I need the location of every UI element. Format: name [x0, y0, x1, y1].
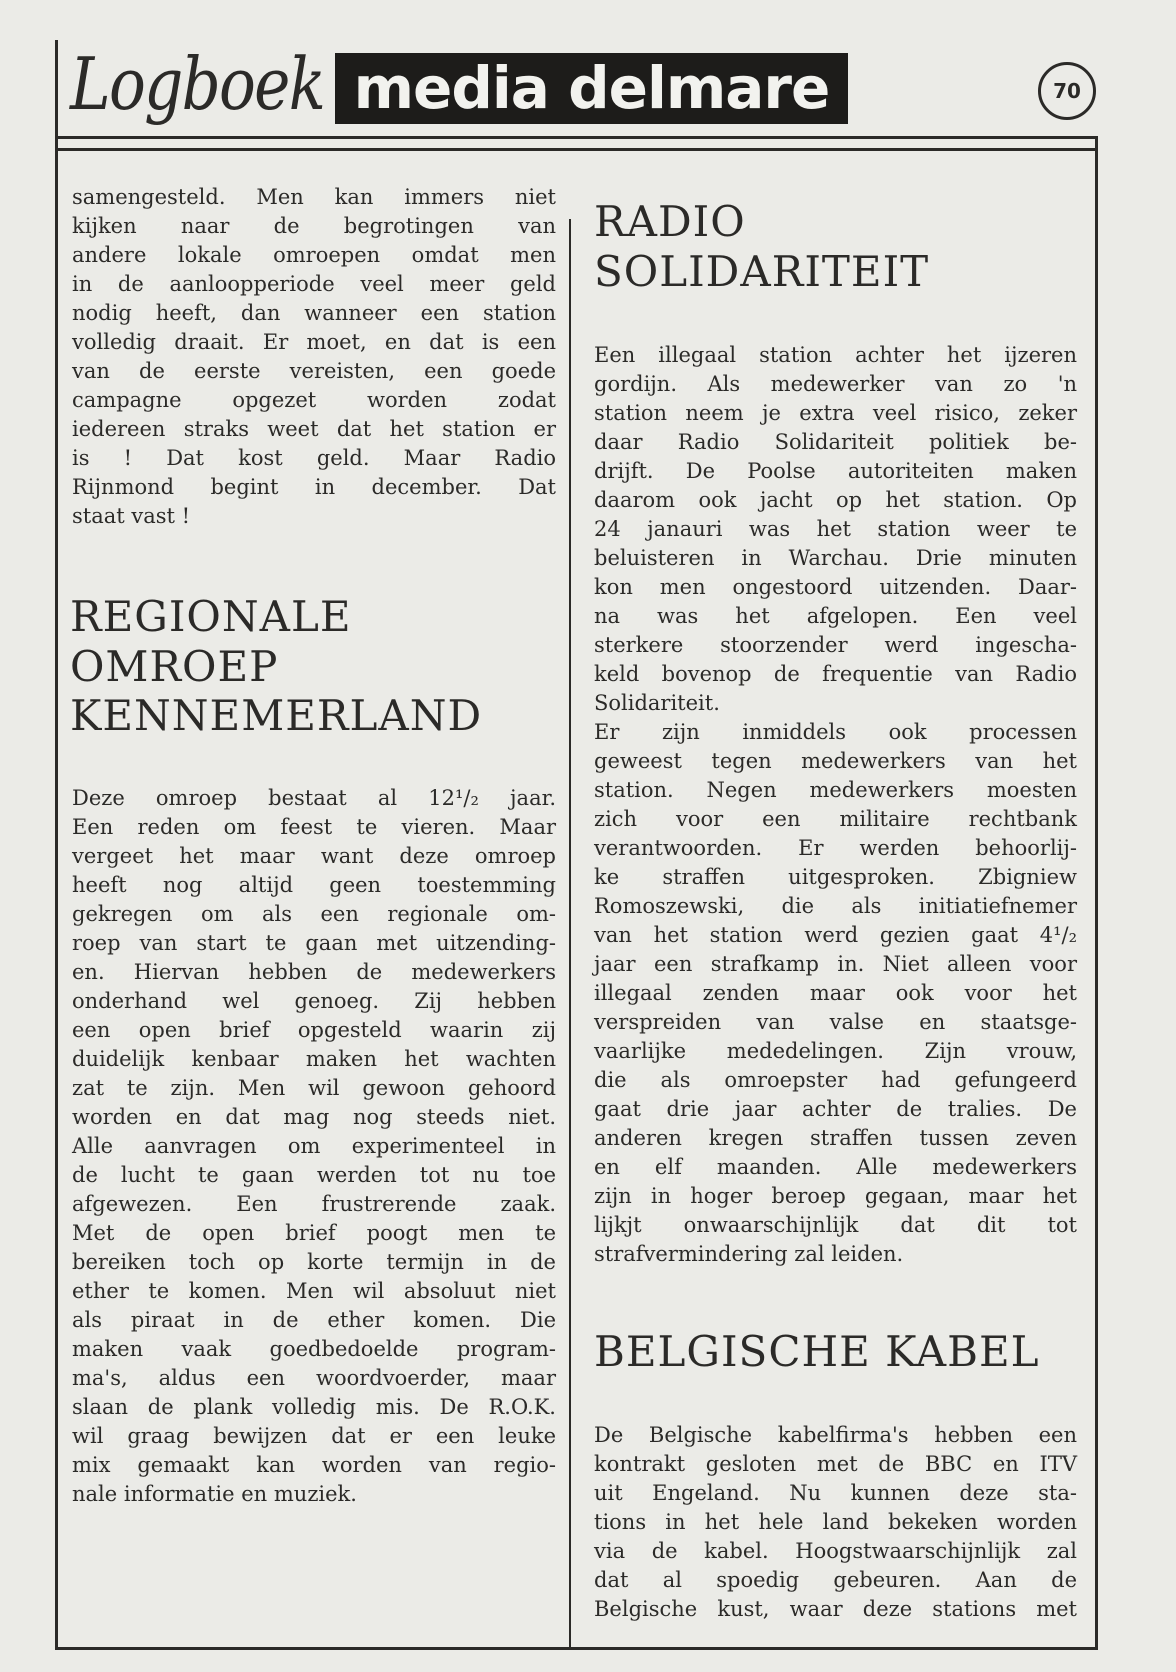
- text-line: Met de open brief poogt men te: [72, 1221, 556, 1245]
- text-line: uit Engeland. Nu kunnen deze sta-: [594, 1481, 1077, 1505]
- header-rule-bottom: [55, 148, 1098, 151]
- page-border-right: [1095, 136, 1098, 1650]
- text-line: Een reden om feest te vieren. Maar: [72, 815, 556, 839]
- text-line: daar Radio Solidariteit politiek be-: [594, 430, 1077, 454]
- text-line: via de kabel. Hoogstwaarschijnlijk zal: [594, 1539, 1077, 1563]
- text-line: verantwoorden. Er werden behoorlij-: [594, 836, 1077, 860]
- column-divider: [569, 219, 571, 1649]
- text-line: roep van start te gaan met uitzending-: [72, 931, 556, 955]
- text-line: beluisteren in Warchau. Drie minuten: [594, 546, 1077, 570]
- logo-media-delmare: media delmare: [335, 53, 848, 124]
- text-line: campagne opgezet worden zodat: [72, 388, 556, 412]
- text-line: lijkjt onwaarschijnlijk dat dit tot: [594, 1213, 1077, 1237]
- text-line: samengesteld. Men kan immers niet: [72, 185, 556, 209]
- text-line: afgewezen. Een frustrerende zaak.: [72, 1192, 556, 1216]
- text-line: geweest tegen medewerkers van het: [594, 749, 1077, 773]
- text-line: maken vaak goedbedoelde program-: [72, 1337, 556, 1361]
- text-line: De Belgische kabelfirma's hebben een: [594, 1423, 1077, 1447]
- article-solidariteit-body: [594, 341, 1077, 1269]
- heading-radio-solidariteit: [594, 197, 929, 296]
- article-rok-body: [72, 784, 556, 1509]
- text-line: iedereen straks weet dat het station er: [72, 417, 556, 441]
- text-line: Alle aanvragen om experimenteel in: [72, 1134, 556, 1158]
- text-line: Romoszewski, die als initiatiefnemer: [594, 894, 1077, 918]
- text-line: Rijnmond begint in december. Dat: [72, 475, 556, 499]
- heading-line: SOLIDARITEIT: [594, 246, 930, 296]
- text-line: dat al spoedig gebeuren. Aan de: [594, 1568, 1077, 1592]
- article-kabel-body: [594, 1421, 1077, 1624]
- text-line: strafvermindering zal leiden.: [594, 1242, 904, 1266]
- text-line: station neem je extra veel risico, zeker: [594, 401, 1077, 425]
- heading-line: REGIONALE: [70, 592, 352, 641]
- text-line: Belgische kust, waar deze stations met: [594, 1597, 1077, 1621]
- text-line: die als omroepster had gefungeerd: [594, 1068, 1077, 1092]
- heading-line: RADIO: [594, 197, 746, 246]
- text-line: en. Hiervan hebben de medewerkers: [72, 960, 556, 984]
- heading-regionale-omroep: [70, 592, 482, 741]
- text-line: kon men ongestoord uitzenden. Daar-: [594, 575, 1077, 599]
- heading-line: BELGISCHE KABEL: [594, 1327, 1040, 1376]
- text-line: ke straffen uitgesproken. Zbigniew: [594, 865, 1077, 889]
- text-line: nale informatie en muziek.: [72, 1482, 357, 1506]
- text-line: anderen kregen straffen tussen zeven: [594, 1126, 1077, 1150]
- text-line: sterkere stoorzender werd ingescha-: [594, 633, 1077, 657]
- header-rule-top: [55, 136, 1098, 139]
- text-line: jaar een strafkamp in. Niet alleen voor: [594, 952, 1077, 976]
- text-line: duidelijk kenbaar maken het wachten: [72, 1047, 556, 1071]
- text-line: worden en dat mag nog steeds niet.: [72, 1105, 556, 1129]
- text-line: slaan de plank volledig mis. De R.O.K.: [72, 1395, 556, 1419]
- heading-line: OMROEP: [70, 641, 279, 691]
- text-line: een open brief opgesteld waarin zij: [72, 1018, 556, 1042]
- heading-line: KENNEMERLAND: [70, 691, 483, 741]
- text-line: Een illegaal station achter het ijzeren: [594, 343, 1077, 367]
- text-line: drijft. De Poolse autoriteiten maken: [594, 459, 1077, 483]
- text-line: gaat drie jaar achter de tralies. De: [594, 1097, 1077, 1121]
- page-border-bottom: [55, 1647, 1098, 1650]
- text-line: na was het afgelopen. Een veel: [594, 604, 1077, 628]
- text-line: keld bovenop de frequentie van Radio: [594, 662, 1077, 686]
- text-line: zijn in hoger beroep gegaan, maar het: [594, 1184, 1077, 1208]
- text-line: station. Negen medewerkers moesten: [594, 778, 1077, 802]
- text-line: ma's, aldus een woordvoerder, maar: [72, 1366, 556, 1390]
- text-line: bereiken toch op korte termijn in de: [72, 1250, 556, 1274]
- text-line: daarom ook jacht op het station. Op: [594, 488, 1077, 512]
- text-line: onderhand wel genoeg. Zij hebben: [72, 989, 556, 1013]
- text-line: verspreiden van valse en staatsge-: [594, 1010, 1077, 1034]
- page-border-left: [55, 40, 58, 1650]
- text-line: ether te komen. Men wil absoluut niet: [72, 1279, 556, 1303]
- text-line: volledig draait. Er moet, en dat is een: [72, 330, 556, 354]
- text-line: vaarlijke mededelingen. Zijn vrouw,: [594, 1039, 1077, 1063]
- article-continuation: [72, 183, 556, 531]
- text-line: is ! Dat kost geld. Maar Radio: [72, 446, 556, 470]
- text-line: vergeet het maar want deze omroep: [72, 844, 556, 868]
- text-line: in de aanloopperiode veel meer geld: [72, 272, 556, 296]
- text-line: nodig heeft, dan wanneer een station: [72, 301, 556, 325]
- text-line: gekregen om als een regionale om-: [72, 902, 556, 926]
- text-line: heeft nog altijd geen toestemming: [72, 873, 556, 897]
- text-line: zat te zijn. Men wil gewoon gehoord: [72, 1076, 556, 1100]
- text-line: de lucht te gaan werden tot nu toe: [72, 1163, 556, 1187]
- text-line: zich voor een militaire rechtbank: [594, 807, 1077, 831]
- logo-logboek: Logboek: [70, 42, 325, 126]
- text-line: kontrakt gesloten met de BBC en ITV: [594, 1452, 1077, 1476]
- heading-belgische-kabel: [594, 1327, 1040, 1377]
- text-line: van het station werd gezien gaat 4¹/₂: [594, 923, 1077, 947]
- text-line: mix gemaakt kan worden van regio-: [72, 1453, 556, 1477]
- text-line: tions in het hele land bekeken worden: [594, 1510, 1077, 1534]
- text-line: staat vast !: [72, 504, 191, 528]
- text-line: kijken naar de begrotingen van: [72, 214, 556, 238]
- text-line: andere lokale omroepen omdat men: [72, 243, 556, 267]
- text-line: Er zijn inmiddels ook processen: [594, 720, 1077, 744]
- text-line: en elf maanden. Alle medewerkers: [594, 1155, 1077, 1179]
- text-line: als piraat in de ether komen. Die: [72, 1308, 556, 1332]
- text-line: Deze omroep bestaat al 12¹/₂ jaar.: [72, 786, 556, 810]
- text-line: gordijn. Als medewerker van zo 'n: [594, 372, 1077, 396]
- page-number: 70: [1038, 62, 1096, 120]
- text-line: Solidariteit.: [594, 691, 720, 715]
- text-line: illegaal zenden maar ook voor het: [594, 981, 1077, 1005]
- text-line: 24 janauri was het station weer te: [594, 517, 1077, 541]
- text-line: wil graag bewijzen dat er een leuke: [72, 1424, 556, 1448]
- text-line: van de eerste vereisten, een goede: [72, 359, 556, 383]
